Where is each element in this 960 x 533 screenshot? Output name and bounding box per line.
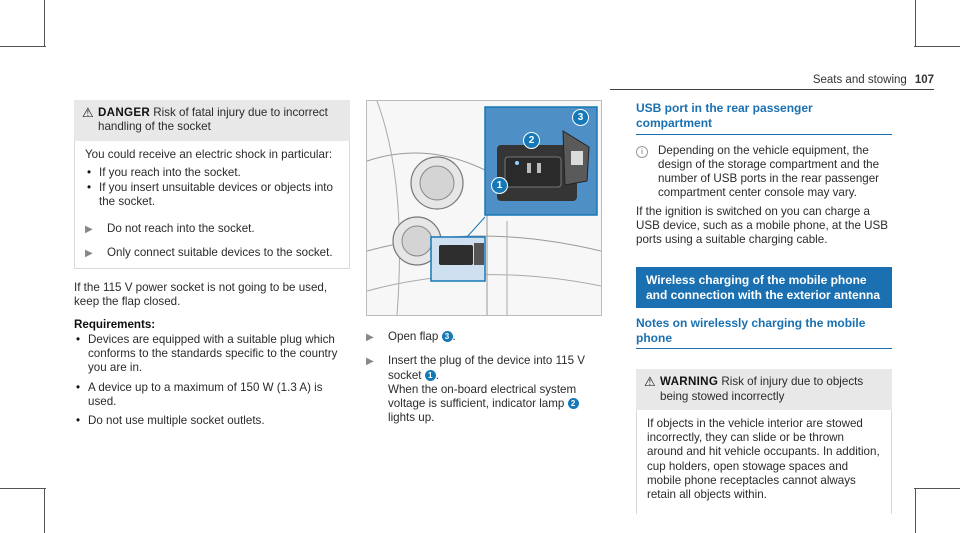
column-left [74, 98, 350, 429]
list-item: • If you insert unsuitable devices or objects into the socket. [85, 181, 339, 210]
warning-box [636, 369, 892, 514]
crop-mark [0, 488, 46, 489]
warning-text: If objects in the vehicle interior are stowed incorrectly, they can slide or be thrown around and hit vehicle occupants. In addition, cup holders, open stowage spaces and mobile phone receptacles cannot always retain all objects within. [647, 416, 880, 501]
crop-mark [914, 488, 960, 489]
callout-3: 3 [572, 109, 589, 126]
info-note [636, 144, 892, 201]
warning-triangle-icon: ⚠ [644, 374, 656, 390]
danger-intro: You could receive an electric shock in particular: [85, 147, 333, 161]
arrow-icon: ▶ [366, 356, 374, 368]
usb-paragraph: If the ignition is switched on you can charge a USB device, such as a mobile phone, at the USB ports using a suitable charging cable. [636, 204, 888, 246]
step-text: Do not reach into the socket. [107, 221, 255, 235]
step-text: Insert the plug of the device into 115 V socket [388, 354, 586, 382]
instruction-step [85, 222, 339, 236]
list-item: • A device up to a maximum of 150 W (1.3 A) is used. [74, 381, 350, 410]
warning-header [636, 369, 892, 410]
danger-title: Risk of fatal injury due to incorrect handling of the socket [98, 106, 328, 134]
notes-heading: Notes on wirelessly charging the mobile phone [636, 316, 892, 350]
info-icon: i [636, 144, 658, 201]
list-item: • Devices are equipped with a suitable plug which conforms to the standards specific to the country you are in. [74, 333, 350, 376]
crop-mark [914, 46, 960, 47]
danger-bullets [85, 166, 339, 210]
instruction-step [85, 246, 339, 260]
usb-heading: USB port in the rear passenger compartment [636, 101, 892, 135]
note-text: Depending on the vehicle equipment, the design of the storage compartment and the number of USB ports in the rear passenger compartment center console may vary. [658, 143, 880, 200]
danger-header [74, 100, 350, 141]
step-text: Only connect suitable devices to the socket. [107, 245, 333, 259]
column-right [636, 101, 892, 514]
section-band: Wireless charging of the mobile phone and connection with the exterior antenna [636, 267, 892, 308]
arrow-icon: ▶ [85, 247, 93, 259]
warning-keyword: WARNING [660, 375, 719, 389]
warning-triangle-icon: ⚠ [82, 105, 94, 120]
callout-1: 1 [491, 177, 508, 194]
warning-title: Risk of injury due to objects being stowed incorrectly [660, 375, 864, 403]
requirements-list [74, 333, 350, 429]
warning-body [636, 410, 892, 515]
page-number: 107 [914, 74, 934, 86]
running-header [813, 73, 934, 87]
crop-mark [915, 0, 916, 47]
callout-ref-1: 1 [425, 370, 436, 381]
section-title: Seats and stowing [812, 74, 907, 86]
socket-illustration [366, 100, 602, 316]
danger-body [74, 141, 350, 270]
list-item: • Do not use multiple socket outlets. [74, 414, 350, 428]
header-rule [610, 89, 934, 90]
requirements-title: Requirements: [74, 317, 156, 331]
instruction-step: ▶ Insert the plug of the device into 115 V socket 1 . When the on-board electrical system voltage is sufficient, indicator lamp 2 lights up. [366, 354, 586, 425]
danger-keyword: DANGER [98, 106, 151, 119]
arrow-icon: ▶ [366, 332, 374, 343]
callout-2: 2 [523, 132, 540, 149]
list-item: • If you reach into the socket. [85, 166, 339, 180]
callout-ref-2: 2 [568, 398, 579, 409]
crop-mark [44, 0, 45, 47]
danger-box [74, 100, 350, 269]
console-drawing [367, 101, 601, 315]
instruction-step: ▶ Open flap 3 . [366, 330, 456, 343]
column-middle [366, 100, 600, 426]
callout-ref-3: 3 [442, 331, 453, 342]
crop-mark [0, 46, 46, 47]
step-text: Open flap [388, 330, 439, 343]
step-text: When the on-board electrical system voltage is sufficient, indicator lamp [388, 382, 577, 411]
crop-mark [915, 488, 916, 533]
crop-mark [44, 488, 45, 533]
step-text: lights up. [388, 411, 435, 425]
socket-paragraph: If the 115 V power socket is not going to be used, keep the flap closed. [74, 281, 328, 309]
arrow-icon: ▶ [85, 223, 93, 235]
